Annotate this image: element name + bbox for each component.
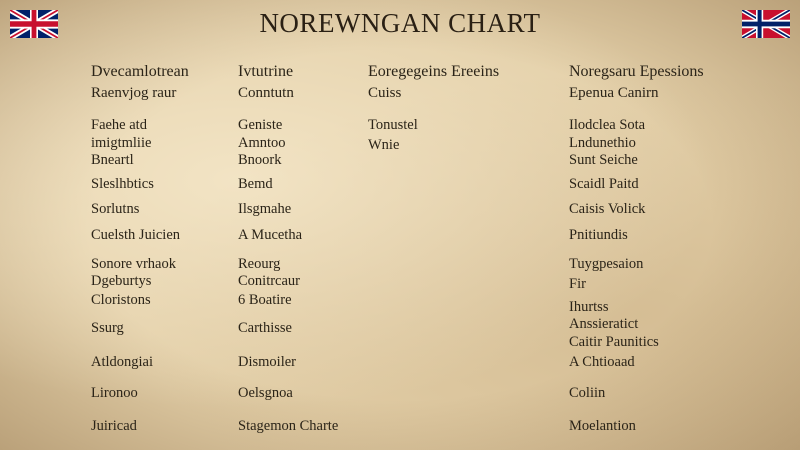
list-item: Sleslhbtics [91, 176, 154, 192]
column-2-subheader: Conntutn [238, 85, 294, 101]
list-item: Conitrcaur [238, 273, 301, 289]
list-item: Stagemon Charte [238, 418, 339, 434]
list-item: Sonore vrhaok [91, 256, 176, 272]
list-item: Moelantion [569, 418, 636, 434]
list-item: Ihurtss [569, 299, 609, 315]
list-item: Faehe atd [91, 117, 147, 133]
list-item: Coliin [569, 385, 606, 401]
list-item: Scaidl Paitd [569, 176, 639, 192]
list-item: Ssurg [91, 320, 124, 336]
list-item: A Chtioaad [569, 354, 635, 370]
list-item: Oelsgnoa [238, 385, 293, 401]
list-item: Bnoork [238, 152, 282, 168]
list-item: Anssieratict [569, 316, 639, 332]
list-item: Bemd [238, 176, 273, 192]
list-item: Caisis Volick [569, 201, 646, 217]
list-item: Cuelsth Juicien [91, 227, 181, 243]
list-item: Geniste [238, 117, 283, 133]
list-item: A Mucetha [238, 227, 303, 243]
column-1-subheader: Raenvjog raur [91, 85, 177, 101]
column-4-subheader: Epenua Canirn [569, 85, 659, 101]
list-item: Sorlutns [91, 201, 140, 217]
list-item: Wnie [368, 137, 400, 153]
list-item: Atldongiai [91, 354, 154, 370]
column-1-header: Dvecamlotrean [91, 63, 189, 80]
list-item: Lironoo [91, 385, 138, 401]
column-3-subheader: Cuiss [368, 85, 402, 101]
list-item: Pnitiundis [569, 227, 628, 243]
list-item: Tuygpesaion [569, 256, 644, 272]
list-item: 6 Boatire [238, 292, 292, 308]
list-item: Tonustel [368, 117, 418, 133]
column-3-header: Eoregegeins Ereeins [368, 63, 500, 80]
list-item: Dgeburtys [91, 273, 152, 289]
list-item: Caitir Paunitics [569, 334, 659, 350]
list-item: imigtmliie [91, 135, 152, 151]
norway-uk-flag-icon [742, 10, 790, 38]
column-4-header: Noregsaru Epessions [569, 63, 704, 80]
list-item: Ilsgmahe [238, 201, 292, 217]
list-item: Cloristons [91, 292, 151, 308]
list-item: Amntoo [238, 135, 286, 151]
page-title: NOREWNGAN CHART [259, 8, 541, 38]
list-item: Lndunethio [569, 135, 636, 151]
list-item: Ilodclea Sota [569, 117, 646, 133]
list-item: Dismoiler [238, 354, 296, 370]
list-item: Bneartl [91, 152, 134, 168]
list-item: Carthisse [238, 320, 292, 336]
list-item: Juiricad [91, 418, 137, 434]
list-item: Fir [569, 276, 586, 292]
list-item: Sunt Seiche [569, 152, 638, 168]
column-2-header: Ivtutrine [238, 63, 294, 80]
list-item: Reourg [238, 256, 281, 272]
